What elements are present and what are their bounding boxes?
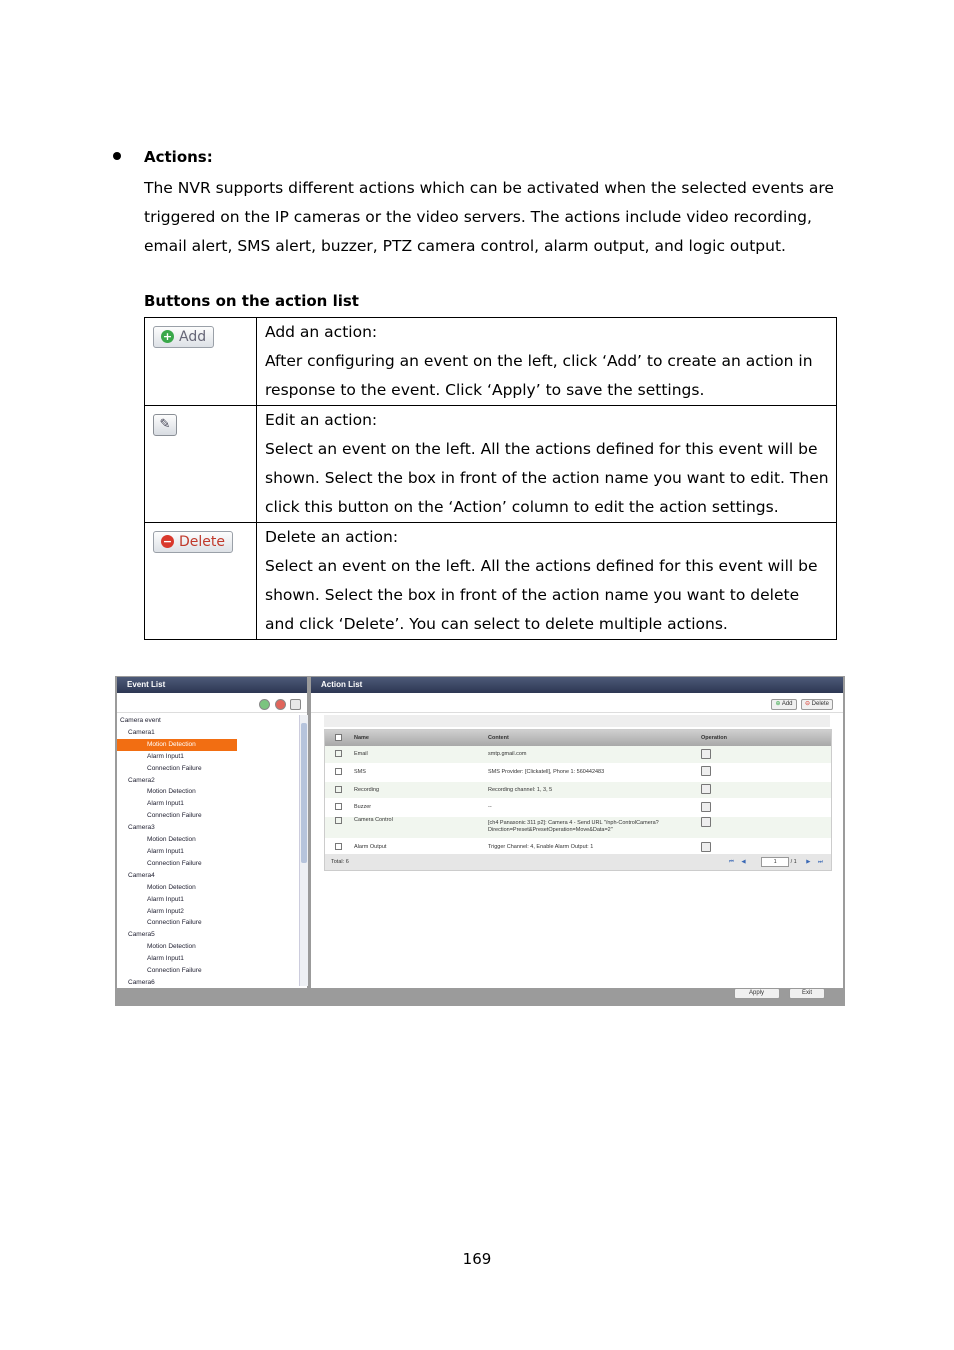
event-tree (117, 715, 299, 988)
total-label: Total: (331, 859, 345, 865)
minus-icon: − (162, 535, 173, 548)
prev-page-icon[interactable]: ◀ (741, 859, 746, 865)
delete-button-image: − Delete (153, 531, 233, 553)
add-button-image: + Add (153, 326, 214, 348)
select-all-checkbox[interactable] (335, 734, 342, 741)
tree-item[interactable]: Camera4 (128, 871, 155, 879)
tree-scrollbar[interactable] (299, 715, 308, 986)
bullet (113, 152, 121, 160)
row-checkbox[interactable] (335, 843, 342, 850)
action-name: Alarm Output (354, 844, 387, 851)
tree-item[interactable]: Camera6 (128, 978, 155, 986)
tree-item[interactable]: Alarm Input2 (147, 907, 184, 915)
tree-item[interactable]: Camera1 (128, 728, 155, 736)
row-checkbox[interactable] (335, 786, 342, 793)
edit-icon: ✎ (153, 414, 177, 436)
row-desc: Select an event on the left. All the actions defined for this event will be shown. Select the box in front of the action name you want to delete and click ‘Delete’. You can select to delete multiple actions. (265, 557, 818, 633)
tree-item[interactable]: Motion Detection (117, 739, 237, 751)
add-action-button[interactable]: ⊕ Add (771, 699, 796, 710)
page-input[interactable]: 1 (761, 857, 789, 867)
table-row (325, 746, 831, 764)
page-number: 169 (462, 1250, 492, 1268)
nvr-screenshot (115, 676, 845, 1006)
edit-icon[interactable] (701, 784, 711, 794)
delete-event-icon[interactable] (275, 699, 286, 710)
buttons-table (144, 317, 837, 640)
edit-icon[interactable] (701, 749, 711, 759)
action-content: -- (488, 804, 492, 811)
row-checkbox[interactable] (335, 768, 342, 775)
tree-item[interactable]: Connection Failure (147, 859, 202, 867)
add-event-icon[interactable] (259, 699, 270, 710)
action-name: Email (354, 751, 368, 757)
tree-item[interactable]: Alarm Input1 (147, 955, 184, 963)
action-name: Buzzer (354, 804, 372, 811)
tree-item[interactable]: Alarm Input1 (147, 895, 184, 903)
column-header: Content (488, 735, 509, 741)
tree-item[interactable]: Connection Failure (147, 967, 202, 975)
action-content: Recording channel: 1, 3, 5 (488, 786, 553, 793)
edit-icon[interactable] (701, 817, 711, 827)
action-grid (324, 729, 832, 871)
row-title: Add an action: (265, 323, 378, 341)
grid-header (325, 730, 831, 746)
edit-icon[interactable] (701, 766, 711, 776)
tree-item[interactable]: Motion Detection (147, 788, 196, 796)
action-name: SMS (354, 768, 366, 775)
row-title: Edit an action: (265, 411, 378, 429)
action-content: [ch4 Panasonic 311 p2]: Camera 4 - Send URL "/nph-ControlCamera?Direction=Preset&PresetOperation=Move&Data=2" (488, 820, 659, 834)
tree-item[interactable]: Camera3 (128, 824, 155, 832)
column-header: Operation (701, 735, 727, 741)
tree-item[interactable]: Camera5 (128, 931, 155, 939)
row-desc: Select an event on the left. All the actions defined for this event will be shown. Select the box in front of the action name you want to edit. Then click this button on the ‘Action’ column to edit the action settings. (265, 440, 829, 516)
table-row (145, 318, 837, 406)
tree-item[interactable]: Connection Failure (147, 919, 202, 927)
total-count: 6 (345, 859, 349, 865)
section-paragraph: The NVR supports different actions which can be activated when the selected events are triggered on the IP cameras or the video servers. The actions include video recording, email alert, SMS alert, buzzer, PTZ camera control, alarm output, and logic output. (144, 179, 834, 255)
delete-action-button[interactable]: ⊖ Delete (801, 699, 833, 710)
action-content: SMS Provider: [Clickatell], Phone 1: 560442483 (488, 768, 605, 775)
next-page-icon[interactable]: ▶ (806, 859, 811, 865)
minus-icon: ⊖ (804, 701, 810, 708)
tree-item[interactable]: Connection Failure (147, 764, 202, 772)
table-row (325, 817, 831, 839)
table-row (325, 764, 831, 782)
action-name: Camera Control (354, 817, 393, 824)
event-list-panel (117, 677, 307, 988)
plus-icon: ⊕ (775, 701, 781, 708)
tree-item[interactable]: Motion Detection (147, 883, 196, 891)
tree-item[interactable]: Camera2 (128, 776, 155, 784)
action-content: smtp.gmail.com (488, 751, 527, 757)
row-title: Delete an action: (265, 528, 399, 546)
table-row (145, 406, 837, 523)
page-count: / 1 (790, 859, 797, 865)
exit-button[interactable]: Exit (789, 988, 825, 999)
tree-item[interactable]: Motion Detection (147, 943, 196, 951)
edit-icon[interactable] (701, 842, 711, 852)
apply-button[interactable]: Apply (734, 988, 780, 999)
table-row (325, 782, 831, 800)
tree-item[interactable]: Alarm Input1 (147, 752, 184, 760)
row-checkbox[interactable] (335, 750, 342, 757)
first-page-icon[interactable]: ⏮ (728, 859, 734, 865)
tree-item[interactable]: Alarm Input1 (147, 847, 184, 855)
tree-item[interactable]: Alarm Input1 (147, 800, 184, 808)
action-list-panel (311, 677, 843, 988)
table-row (325, 799, 831, 817)
row-checkbox[interactable] (335, 817, 342, 824)
plus-icon: + (162, 330, 173, 343)
tree-item[interactable]: Connection Failure (147, 812, 202, 820)
action-content: Trigger Channel: 4, Enable Alarm Output: 1 (488, 844, 594, 851)
buttons-table-title: Buttons on the action list (144, 292, 359, 310)
grid-footer (325, 854, 831, 870)
tree-item[interactable]: Motion Detection (147, 836, 196, 844)
row-checkbox[interactable] (335, 803, 342, 810)
last-page-icon[interactable]: ⏭ (818, 859, 823, 865)
section-heading: Actions: (144, 148, 213, 166)
action-name: Recording (354, 786, 380, 793)
action-list-title: Action List (311, 677, 843, 693)
event-list-title: Event List (117, 677, 307, 693)
table-row (145, 523, 837, 640)
tree-item[interactable]: Camera event (120, 717, 161, 724)
edit-event-icon[interactable] (290, 699, 301, 710)
edit-icon[interactable] (701, 802, 711, 812)
row-desc: After configuring an event on the left, click ‘Add’ to create an action in response to the event. Click ‘Apply’ to save the settings. (265, 352, 813, 399)
column-header: Name (354, 735, 369, 741)
